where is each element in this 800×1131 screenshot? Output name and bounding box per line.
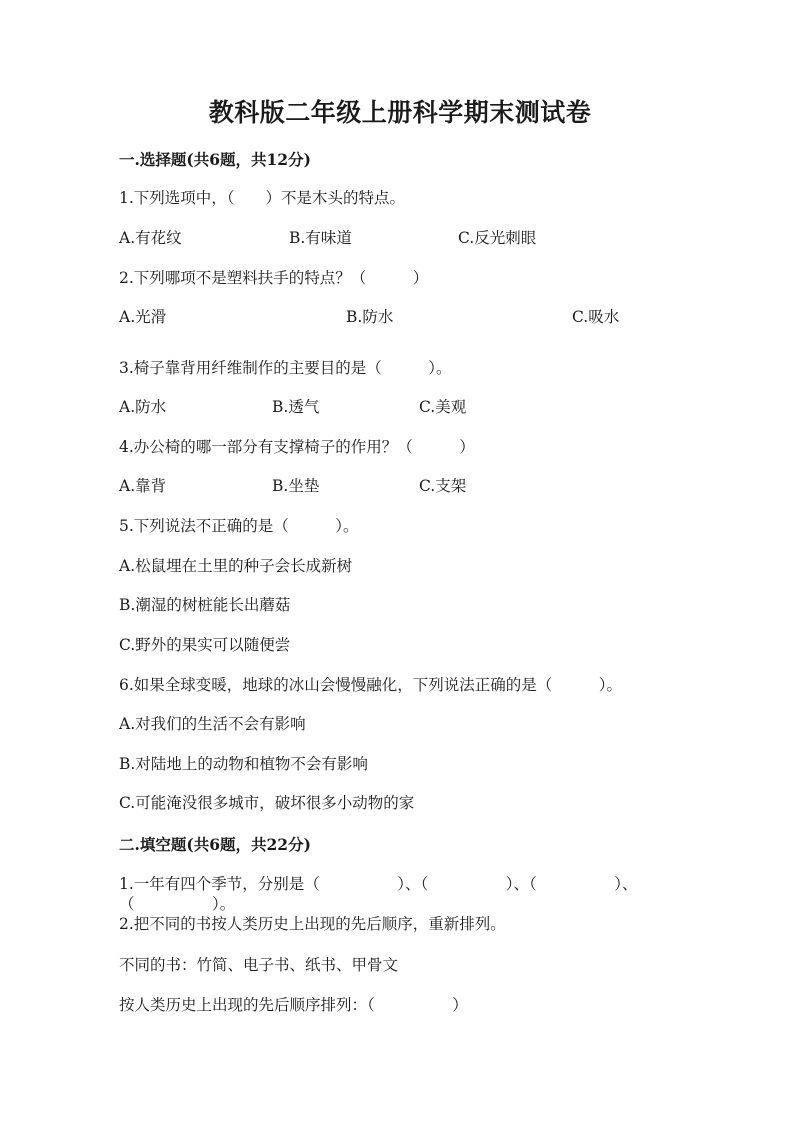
- option-a: A.对我们的生活不会有影响: [119, 715, 306, 733]
- option-a: A.光滑: [119, 308, 167, 326]
- option-c: C.反光刺眼: [458, 229, 537, 247]
- option-c: C.野外的果实可以随便尝: [119, 636, 291, 654]
- fill-question-line: （ ）。: [119, 895, 236, 913]
- option-b: B.透气: [272, 398, 320, 416]
- option-c: C.支架: [419, 477, 467, 495]
- option-b: B.防水: [346, 308, 394, 326]
- question-stem: 6.如果全球变暖，地球的冰山会慢慢融化，下列说法正确的是（ ）。: [119, 676, 623, 694]
- section-heading-fill: 二.填空题(共6题，共22分): [119, 835, 311, 854]
- option-b: B.有味道: [289, 229, 352, 247]
- section-heading-choice: 一.选择题(共6题，共12分): [119, 150, 311, 169]
- option-a: A.靠背: [119, 477, 167, 495]
- fill-question-line: 不同的书：竹简、电子书、纸书、甲骨文: [119, 956, 399, 974]
- option-a: A.有花纹: [119, 229, 182, 247]
- question-stem: 3.椅子靠背用纤维制作的主要目的是（ ）。: [119, 359, 452, 377]
- fill-question-line: 2.把不同的书按人类历史上出现的先后顺序，重新排列。: [119, 915, 506, 933]
- question-stem: 4.办公椅的哪一部分有支撑椅子的作用？（ ）: [119, 438, 475, 456]
- question-stem: 2.下列哪项不是塑料扶手的特点？（ ）: [119, 269, 429, 287]
- option-a: A.松鼠埋在土里的种子会长成新树: [119, 557, 353, 575]
- fill-question-line: 按人类历史上出现的先后顺序排列：（ ）: [119, 996, 468, 1014]
- fill-question-line: 1.一年有四个季节，分别是（ ）、（ ）、（ ）、: [119, 875, 638, 893]
- question-stem: 1.下列选项中，（ ）不是木头的特点。: [119, 189, 406, 207]
- option-b: B.对陆地上的动物和植物不会有影响: [119, 755, 368, 773]
- option-c: C.可能淹没很多城市，破坏很多小动物的家: [119, 794, 415, 812]
- page-title: 教科版二年级上册科学期末测试卷: [208, 98, 592, 127]
- option-c: C.美观: [419, 398, 467, 416]
- option-b: B.潮湿的树桩能长出蘑菇: [119, 596, 291, 614]
- question-stem: 5.下列说法不正确的是（ ）。: [119, 517, 359, 535]
- option-a: A.防水: [119, 398, 167, 416]
- option-b: B.坐垫: [272, 477, 320, 495]
- option-c: C.吸水: [572, 308, 620, 326]
